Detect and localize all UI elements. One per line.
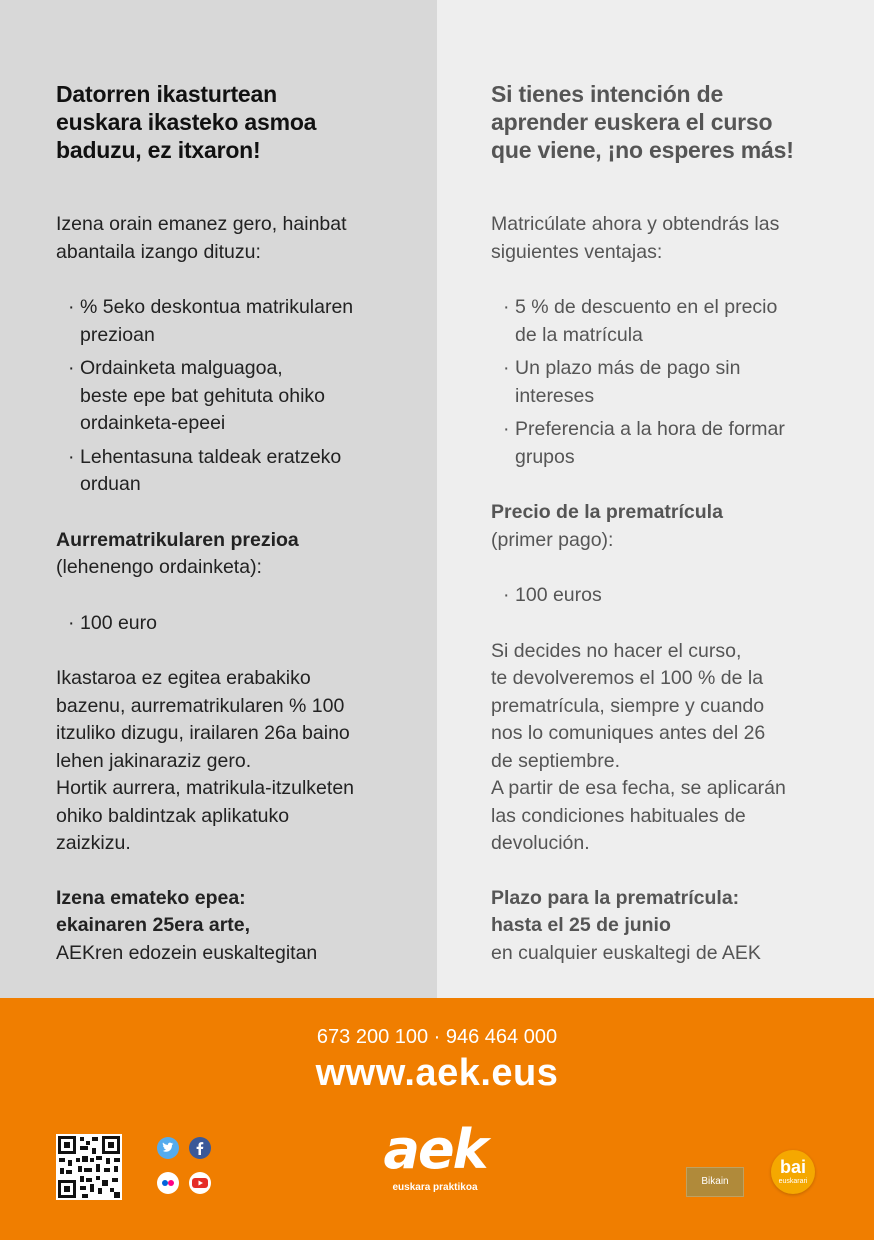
basque-benefits-list bbox=[56, 294, 417, 499]
spanish-deadline: Plazo para la prematrícula: hasta el 25 de junio en cualquier euskaltegi de AEK bbox=[491, 886, 761, 964]
twitter-icon[interactable] bbox=[157, 1137, 179, 1159]
spanish-heading: Si tienes intención de aprender euskera el curso que viene, ¡no esperes más! bbox=[491, 81, 794, 163]
list-item: · 100 euro bbox=[68, 611, 157, 634]
spanish-price-list bbox=[491, 582, 854, 610]
flickr-icon[interactable] bbox=[157, 1172, 179, 1194]
basque-refund: Ikastaroa ez egitea erabakiko bazenu, aurrematrikularen % 100 itzuliko dizugu, irailaren 26a baino lehen jakinaraziz gero. Hortik aurrera, matrikula-itzulketen ohiko baldintzak aplikatuko zaizkizu. bbox=[56, 667, 355, 854]
spanish-intro: Matricúlate ahora y obtendrás las siguientes ventajas: bbox=[491, 213, 780, 263]
bai-label: bai bbox=[779, 1157, 806, 1177]
aek-logo-mark: aek bbox=[383, 1118, 487, 1181]
basque-price-title: Aurrematrikularen prezioa bbox=[56, 528, 299, 551]
qr-code[interactable] bbox=[56, 1134, 122, 1200]
list-item: · 5 % de descuento en el precio de la matrícula bbox=[503, 296, 778, 346]
spanish-refund: Si decides no hacer el curso, te devolveremos el 100 % de la prematrícula, siempre y cuando nos lo comuniques antes del 26 de septiembre. A partir de esa fecha, se aplicarán las condiciones habituales de devolución. bbox=[491, 639, 786, 854]
basque-column bbox=[0, 0, 437, 998]
spanish-price: Precio de la prematrícula (primer pago): bbox=[491, 501, 723, 551]
website-link[interactable]: www.aek.eus bbox=[315, 1052, 559, 1094]
basque-heading: Datorren ikasturtean euskara ikasteko asmoa baduzu, ez itxaron! bbox=[56, 81, 317, 163]
youtube-icon[interactable] bbox=[189, 1172, 211, 1194]
basque-deadline: Izena emateko epea: ekainaren 25era arte, AEKren edozein euskaltegitan bbox=[56, 886, 318, 964]
spanish-price-title: Precio de la prematrícula bbox=[491, 501, 723, 523]
spanish-benefits-list bbox=[491, 294, 854, 471]
bikain-label: Bikain bbox=[701, 1176, 729, 1187]
list-item: · Preferencia a la hora de formar grupos bbox=[503, 418, 785, 468]
bikain-badge bbox=[686, 1167, 744, 1197]
phone-numbers: 673 200 100 · 946 464 000 bbox=[316, 1026, 558, 1048]
aek-logo bbox=[370, 1120, 500, 1193]
basque-price: Aurrematrikularen prezioa (lehenengo ordainketa): bbox=[56, 528, 299, 578]
list-item: · Ordainketa malguagoa, beste epe bat gehituta ohiko ordainketa-epeei bbox=[68, 357, 326, 434]
basque-intro: Izena orain emanez gero, hainbat abantaila izango dituzu: bbox=[56, 213, 347, 263]
list-item: · 100 euros bbox=[503, 584, 602, 606]
list-item: · Un plazo más de pago sin intereses bbox=[503, 357, 741, 407]
spanish-column bbox=[437, 0, 874, 998]
aek-logo-tagline: euskara praktikoa bbox=[392, 1182, 478, 1193]
list-item: · % 5eko deskontua matrikularen prezioan bbox=[68, 296, 354, 346]
list-item: · Lehentasuna taldeak eratzeko orduan bbox=[68, 445, 342, 495]
bai-euskarari-badge bbox=[771, 1150, 815, 1194]
facebook-icon[interactable] bbox=[189, 1137, 211, 1159]
bai-sub-label: euskarari bbox=[778, 1178, 808, 1185]
basque-price-list bbox=[56, 610, 417, 638]
